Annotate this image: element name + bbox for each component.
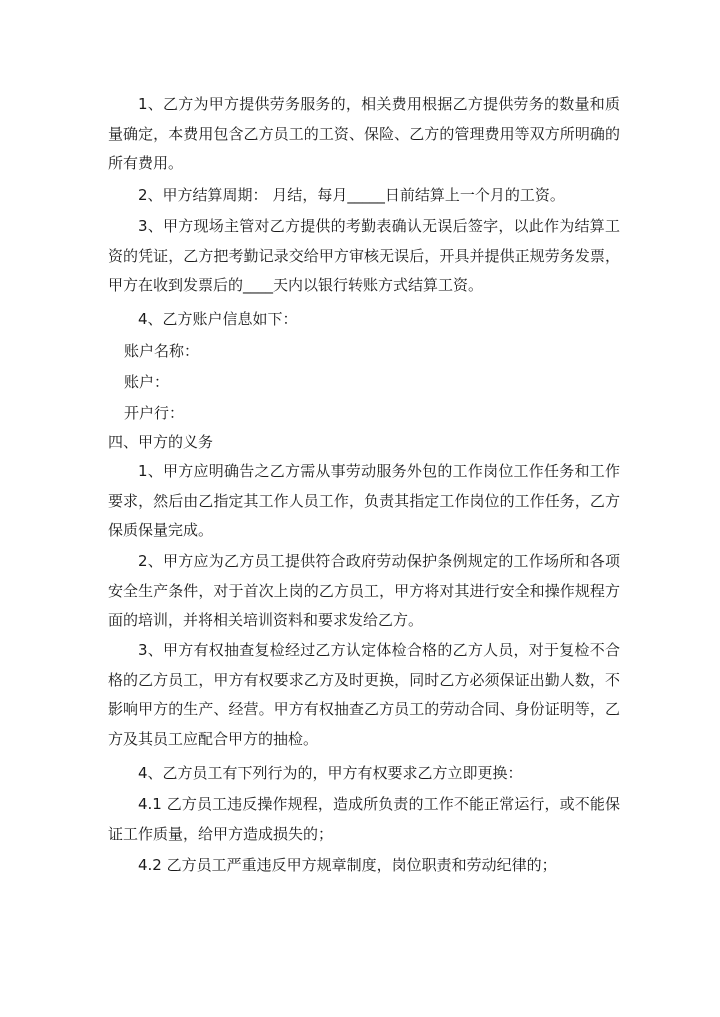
account-name-label: 账户名称： <box>124 342 200 360</box>
paragraph-item-4-1: 4.1 乙方员工违反操作规程，造成所负责的工作不能正常运行，或不能保证工作质量，给甲方造成损失的； <box>108 795 620 843</box>
paragraph-obligation-2: 2、甲方应为乙方员工提供符合政府劳动保护条例规定的工作场所和各项安全生产条件，对于首次上岗的乙方员工，甲方将对其进行安全和操作规程方面的培训，并将相关培训资料和要求发给乙方。 <box>108 552 620 629</box>
paragraph-settlement-cycle: 2、甲方结算周期： 月结，每月_____日前结算上一个月的工资。 <box>138 186 565 204</box>
bank-label: 开户行： <box>124 404 185 422</box>
account-number-label: 账户： <box>124 373 170 391</box>
paragraph-attendance: 3、甲方现场主管对乙方提供的考勤表确认无误后签字，以此作为结算工资的凭证，乙方把考勤记录交给甲方审核无误后，开具并提供正规劳务发票，甲方在收到发票后的____天内以银行转账方式结算工资。 <box>108 217 620 294</box>
paragraph-account-info: 4、乙方账户信息如下： <box>138 310 298 328</box>
section-heading: 四、甲方的义务 <box>108 433 214 451</box>
paragraph-obligation-4: 4、乙方员工有下列行为的，甲方有权要求乙方立即更换： <box>138 764 523 782</box>
paragraph-item-4-2: 4.2 乙方员工严重违反甲方规章制度，岗位职责和劳动纪律的； <box>138 856 557 874</box>
paragraph-obligation-3: 3、甲方有权抽查复检经过乙方认定体检合格的乙方人员，对于复检不合格的乙方员工，甲方有权要求乙方及时更换，同时乙方必须保证出勤人数，不影响甲方的生产、经营。甲方有权抽查乙方员工的劳动合同、身份证明等，乙方及其员工应配合甲方的抽检。 <box>108 641 620 748</box>
paragraph-obligation-1: 1、甲方应明确告之乙方需从事劳动服务外包的工作岗位工作任务和工作要求，然后由乙指定其工作人员工作，负责其指定工作岗位的工作任务，乙方保质保量完成。 <box>108 462 620 539</box>
paragraph-fee-basis: 1、乙方为甲方提供劳务服务的，相关费用根据乙方提供劳务的数量和质量确定，本费用包含乙方员工的工资、保险、乙方的管理费用等双方所明确的所有费用。 <box>108 95 620 172</box>
